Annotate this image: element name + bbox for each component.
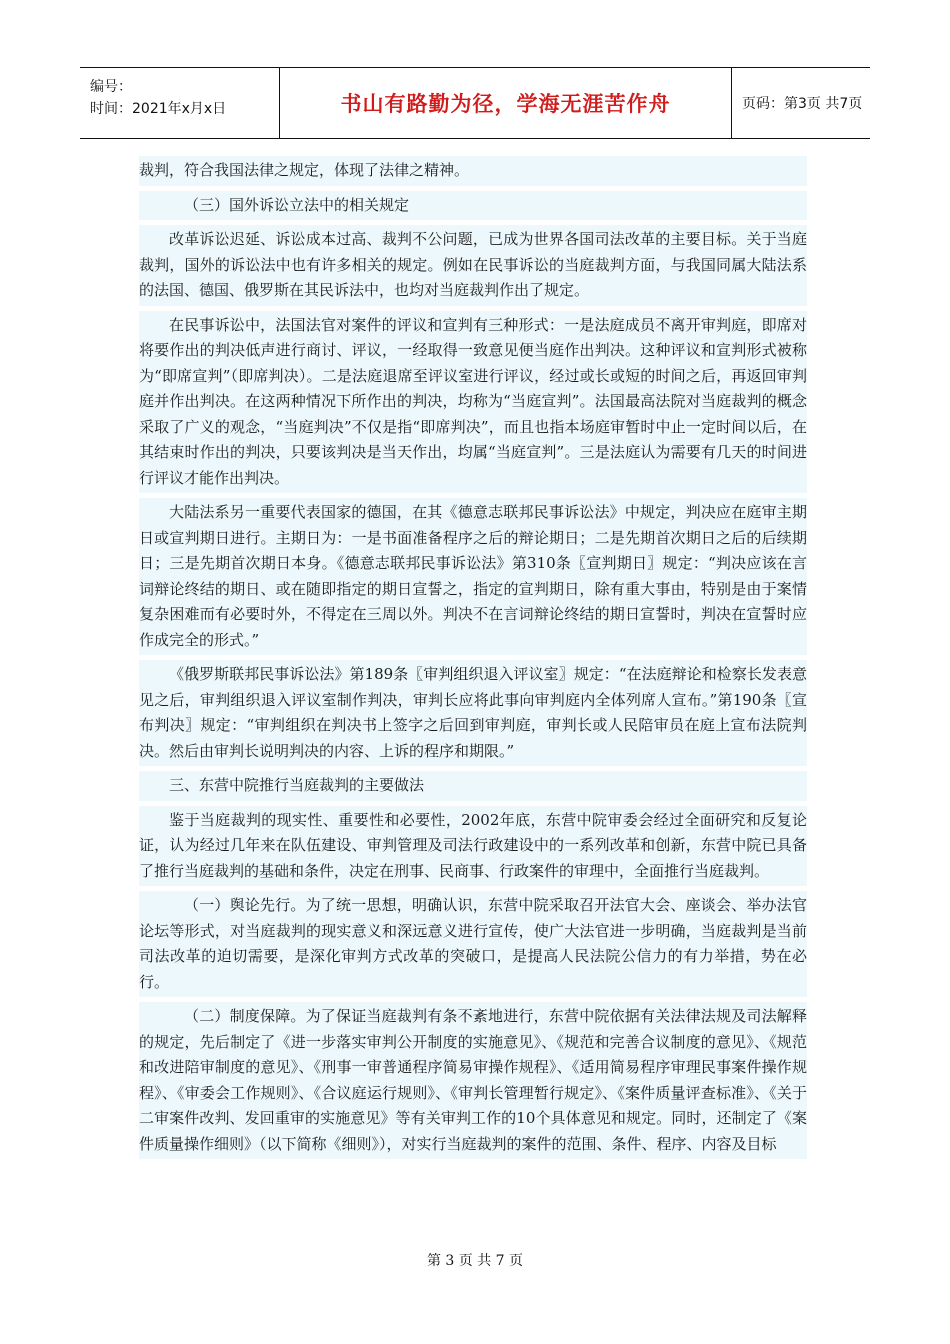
paragraph: （二）制度保障。为了保证当庭裁判有条不紊地进行，东营中院依据有关法律法规及司法解释的规定，先后制定了《进一步落实审判公开制度的实施意见》、《规范和完善合议制度的意见》、《规范和改进陪审制度的意见》、《刑事一审普通程序简易审操作规程》、《适用简易程序审理民事案件操作规程》、《审委会工作规则》、《合议庭运行规则》、《审判长管理暂行规定》、《案件质量评查标准》、《关于二审案件改判、发回重审的实施意见》等有关审判工作的10个具体意见和规定。同时，还制定了《案件质量操作细则》（以下简称《细则》），对实行当庭裁判的案件的范围、条件、程序、内容及目标	[139, 1002, 807, 1159]
paragraph: 在民事诉讼中，法国法官对案件的评议和宣判有三种形式：一是法庭成员不离开审判庭，即席对将要作出的判决低声进行商讨、评议，一经取得一致意见便当庭作出判决。这种评议和宣判形式被称为“即席宣判”（即席判决）。二是法庭退席至评议室进行评议，经过或长或短的时间之后，再返回审判庭并作出判决。在这两种情况下所作出的判决，均称为“当庭宣判”。法国最高法院对当庭裁判的概念采取了广义的观念，“当庭判决”不仅是指“即席判决”，而且也指本场庭审暂时中止一定时间以后，在其结束时作出的判决，只要该判决是当天作出，均属“当庭宣判”。三是法庭认为需要有几天的时间进行评议才能作出判决。	[139, 311, 807, 494]
date-label: 时间：2021年x月x日	[90, 101, 227, 117]
header-motto-cell	[280, 68, 732, 138]
header-meta	[80, 68, 280, 138]
serial-number-label: 编号：	[90, 79, 132, 95]
section-heading: 三、东营中院推行当庭裁判的主要做法	[139, 771, 807, 801]
paragraph: 裁判，符合我国法律之规定，体现了法律之精神。	[139, 156, 807, 186]
page-footer	[0, 1250, 950, 1270]
paragraph: （一）舆论先行。为了统一思想，明确认识，东营中院采取召开法官大会、座谈会、举办法官论坛等形式，对当庭裁判的现实意义和深远意义进行宣传，使广大法官进一步明确，当庭裁判是当前司法改革的迫切需要，是深化审判方式改革的突破口，是提高人民法院公信力的有力举措，势在必行。	[139, 891, 807, 997]
header-page-info	[732, 68, 870, 138]
paragraph: 鉴于当庭裁判的现实性、重要性和必要性，2002年底，东营中院审委会经过全面研究和反复论证，认为经过几年来在队伍建设、审判管理及司法行政建设中的一系列改革和创新，东营中院已具备了推行当庭裁判的基础和条件，决定在刑事、民商事、行政案件的审理中，全面推行当庭裁判。	[139, 806, 807, 887]
page-info-text: 页码：第3页 共7页	[742, 96, 863, 112]
paragraph: 改革诉讼迟延、诉讼成本过高、裁判不公问题，已成为世界各国司法改革的主要目标。关于当庭裁判，国外的诉讼法中也有许多相关的规定。例如在民事诉讼的当庭裁判方面，与我国同属大陆法系的法国、德国、俄罗斯在其民诉法中，也均对当庭裁判作出了规定。	[139, 225, 807, 306]
footer-page-number: 第 3 页 共 7 页	[426, 1253, 524, 1269]
motto-text: 书山有路勤为径，学海无涯苦作舟	[340, 92, 671, 116]
document-header	[80, 67, 870, 139]
document-body	[139, 156, 807, 1164]
paragraph: 《俄罗斯联邦民事诉讼法》第189条〖审判组织退入评议室〗规定：“在法庭辩论和检察长发表意见之后，审判组织退入评议室制作判决，审判长应将此事向审判庭内全体列席人宣布。”第190条〖宣布判决〗规定：“审判组织在判决书上签字之后回到审判庭，审判长或人民陪审员在庭上宣布法院判决。然后由审判长说明判决的内容、上诉的程序和期限。”	[139, 660, 807, 766]
paragraph: 大陆法系另一重要代表国家的德国，在其《德意志联邦民事诉讼法》中规定，判决应在庭审主期日或宣判期日进行。主期日为：一是书面准备程序之后的辩论期日；二是先期首次期日之后的后续期日；三是先期首次期日本身。《德意志联邦民事诉讼法》第310条〖宣判期日〗规定：“判决应该在言词辩论终结的期日、或在随即指定的期日宣誓之，指定的宣判期日，除有重大事由，特别是由于案情复杂困难而有必要时外，不得定在三周以外。判决不在言词辩论终结的期日宣誓时，判决在宣誓时应作成完全的形式。”	[139, 498, 807, 655]
section-heading: （三）国外诉讼立法中的相关规定	[139, 191, 807, 221]
